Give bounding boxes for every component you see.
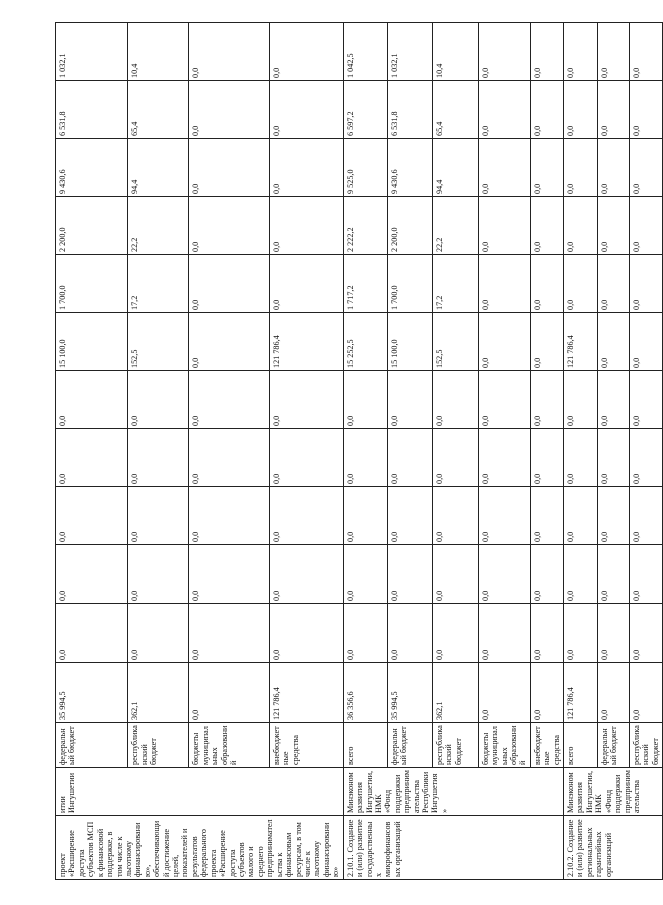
value-cell: 0,0 xyxy=(530,23,563,81)
value-cell: 0,0 xyxy=(478,429,530,487)
value-cell: 0,0 xyxy=(530,429,563,487)
value-cell: 0,0 xyxy=(598,23,630,81)
value-cell: 0,0 xyxy=(478,255,530,313)
value-cell: 0,0 xyxy=(530,313,563,371)
value-cell: 0,0 xyxy=(189,663,270,723)
value-cell: 2 200,0 xyxy=(387,197,432,255)
value-cell: 10,4 xyxy=(432,23,478,81)
value-cell: 0,0 xyxy=(269,197,343,255)
funding-source-cell: федеральный бюджет xyxy=(598,723,630,768)
value-cell: 0,0 xyxy=(630,487,663,545)
value-cell: 15 252,5 xyxy=(343,313,387,371)
funding-source-cell: республиканский бюджет xyxy=(128,723,189,768)
value-cell: 0,0 xyxy=(598,371,630,429)
value-cell: 0,0 xyxy=(432,429,478,487)
value-cell: 0,0 xyxy=(343,545,387,604)
value-cell: 17,2 xyxy=(128,255,189,313)
value-cell: 0,0 xyxy=(56,604,128,663)
table-row xyxy=(269,23,343,880)
value-cell: 0,0 xyxy=(630,81,663,139)
value-cell: 0,0 xyxy=(387,371,432,429)
value-cell: 35 994,5 xyxy=(387,663,432,723)
value-cell: 9 525,0 xyxy=(343,139,387,197)
value-cell: 0,0 xyxy=(630,23,663,81)
value-cell: 0,0 xyxy=(432,371,478,429)
value-cell: 0,0 xyxy=(128,429,189,487)
value-cell: 0,0 xyxy=(564,255,598,313)
value-cell: 152,5 xyxy=(128,313,189,371)
funding-source-cell: внебюджетные средства xyxy=(269,723,343,768)
value-cell: 362,1 xyxy=(128,663,189,723)
value-cell: 0,0 xyxy=(387,487,432,545)
table-row xyxy=(564,23,598,880)
value-cell: 0,0 xyxy=(189,371,270,429)
value-cell: 36 356,6 xyxy=(343,663,387,723)
value-cell: 0,0 xyxy=(530,371,563,429)
table-row xyxy=(598,23,630,880)
value-cell: 22,2 xyxy=(128,197,189,255)
value-cell: 0,0 xyxy=(269,23,343,81)
value-cell: 0,0 xyxy=(478,545,530,604)
value-cell: 35 994,5 xyxy=(56,663,128,723)
value-cell: 0,0 xyxy=(387,545,432,604)
value-cell: 0,0 xyxy=(269,487,343,545)
value-cell: 0,0 xyxy=(478,663,530,723)
value-cell: 0,0 xyxy=(189,313,270,371)
value-cell: 0,0 xyxy=(530,604,563,663)
rotated-table-wrapper xyxy=(55,25,660,880)
value-cell: 0,0 xyxy=(269,139,343,197)
program-cell: 2.10.2. Создание и (или) развитие региональных гарантийных организаций xyxy=(564,816,663,880)
table-row xyxy=(128,23,189,880)
funding-source-cell: республиканский бюджет xyxy=(630,723,663,768)
value-cell: 0,0 xyxy=(189,197,270,255)
value-cell: 1 700,0 xyxy=(56,255,128,313)
value-cell: 0,0 xyxy=(432,604,478,663)
value-cell: 0,0 xyxy=(189,255,270,313)
program-cell: 2.10.1. Создание и (или) развитие государственных микрофинансовых организаций xyxy=(343,816,563,880)
funding-source-cell: федеральный бюджет xyxy=(387,723,432,768)
value-cell: 9 430,6 xyxy=(387,139,432,197)
value-cell: 0,0 xyxy=(630,663,663,723)
value-cell: 0,0 xyxy=(343,487,387,545)
value-cell: 9 430,6 xyxy=(56,139,128,197)
value-cell: 94,4 xyxy=(128,139,189,197)
value-cell: 0,0 xyxy=(530,545,563,604)
executor-cell: Минэкономразвития Ингушетии, НМК «Фонд поддержки предпринимательства xyxy=(564,768,663,816)
value-cell: 0,0 xyxy=(478,197,530,255)
value-cell: 0,0 xyxy=(598,139,630,197)
value-cell: 0,0 xyxy=(630,604,663,663)
value-cell: 0,0 xyxy=(128,604,189,663)
table-row xyxy=(478,23,530,880)
funding-source-cell: федеральный бюджет xyxy=(56,723,128,768)
value-cell: 0,0 xyxy=(128,487,189,545)
value-cell: 65,4 xyxy=(432,81,478,139)
value-cell: 0,0 xyxy=(564,197,598,255)
value-cell: 0,0 xyxy=(269,429,343,487)
value-cell: 65,4 xyxy=(128,81,189,139)
value-cell: 0,0 xyxy=(343,429,387,487)
funding-source-cell: всего xyxy=(564,723,598,768)
value-cell: 0,0 xyxy=(189,545,270,604)
value-cell: 0,0 xyxy=(189,139,270,197)
value-cell: 0,0 xyxy=(387,604,432,663)
value-cell: 0,0 xyxy=(630,197,663,255)
value-cell: 0,0 xyxy=(56,371,128,429)
value-cell: 0,0 xyxy=(630,255,663,313)
value-cell: 1 717,2 xyxy=(343,255,387,313)
value-cell: 2 200,0 xyxy=(56,197,128,255)
value-cell: 0,0 xyxy=(269,604,343,663)
value-cell: 121 786,4 xyxy=(564,663,598,723)
value-cell: 0,0 xyxy=(128,545,189,604)
value-cell: 0,0 xyxy=(598,313,630,371)
value-cell: 0,0 xyxy=(598,604,630,663)
value-cell: 0,0 xyxy=(478,23,530,81)
funding-source-cell: республиканский бюджет xyxy=(432,723,478,768)
value-cell: 0,0 xyxy=(598,429,630,487)
value-cell: 0,0 xyxy=(630,429,663,487)
value-cell: 0,0 xyxy=(530,139,563,197)
value-cell: 0,0 xyxy=(478,81,530,139)
table-row xyxy=(387,23,432,880)
funding-source-cell: бюджеты муниципальных образований xyxy=(189,723,270,768)
value-cell: 0,0 xyxy=(530,487,563,545)
value-cell: 0,0 xyxy=(630,545,663,604)
value-cell: 0,0 xyxy=(56,487,128,545)
funding-source-cell: бюджеты муниципальных образований xyxy=(478,723,530,768)
value-cell: 0,0 xyxy=(128,371,189,429)
value-cell: 0,0 xyxy=(269,81,343,139)
value-cell: 0,0 xyxy=(269,545,343,604)
budget-table xyxy=(55,22,663,880)
value-cell: 0,0 xyxy=(598,487,630,545)
value-cell: 0,0 xyxy=(189,429,270,487)
value-cell: 6 531,8 xyxy=(56,81,128,139)
value-cell: 0,0 xyxy=(598,197,630,255)
value-cell: 0,0 xyxy=(478,487,530,545)
value-cell: 0,0 xyxy=(269,255,343,313)
table-row xyxy=(432,23,478,880)
table-body xyxy=(56,23,663,880)
value-cell: 121 786,4 xyxy=(564,313,598,371)
value-cell: 0,0 xyxy=(564,371,598,429)
value-cell: 15 100,0 xyxy=(387,313,432,371)
value-cell: 0,0 xyxy=(530,255,563,313)
value-cell: 1 032,1 xyxy=(56,23,128,81)
value-cell: 0,0 xyxy=(432,545,478,604)
value-cell: 0,0 xyxy=(564,604,598,663)
value-cell: 0,0 xyxy=(478,313,530,371)
executor-cell: Минэкономразвития Ингушетии, НМК «Фонд поддержки предпринимательства Республики Ингушетия» xyxy=(343,768,563,816)
value-cell: 6 597,2 xyxy=(343,81,387,139)
funding-source-cell: всего xyxy=(343,723,387,768)
value-cell: 6 531,8 xyxy=(387,81,432,139)
program-cell: проект «Расширение доступа субъектов МСП к финансовой поддержке, в том числе к льготному финансированию», обеспечивающий достижение целей, показателей и результатов федерального проекта «Расширение доступа субъектов малого и среднего предпринимательства к финансовым ресурсам, в том числе к льготному финансированию» xyxy=(56,816,344,880)
value-cell: 0,0 xyxy=(598,81,630,139)
table-row xyxy=(343,23,387,880)
value-cell: 1 700,0 xyxy=(387,255,432,313)
value-cell: 17,2 xyxy=(432,255,478,313)
value-cell: 0,0 xyxy=(478,371,530,429)
value-cell: 0,0 xyxy=(189,23,270,81)
value-cell: 0,0 xyxy=(56,545,128,604)
value-cell: 0,0 xyxy=(630,313,663,371)
table-row xyxy=(189,23,270,880)
value-cell: 0,0 xyxy=(343,604,387,663)
value-cell: 0,0 xyxy=(56,429,128,487)
value-cell: 0,0 xyxy=(564,81,598,139)
value-cell: 0,0 xyxy=(598,545,630,604)
value-cell: 0,0 xyxy=(564,23,598,81)
value-cell: 0,0 xyxy=(564,487,598,545)
table-row xyxy=(630,23,663,880)
value-cell: 0,0 xyxy=(530,81,563,139)
value-cell: 0,0 xyxy=(478,604,530,663)
value-cell: 0,0 xyxy=(530,663,563,723)
value-cell: 1 042,5 xyxy=(343,23,387,81)
value-cell: 0,0 xyxy=(269,371,343,429)
value-cell: 1 032,1 xyxy=(387,23,432,81)
value-cell: 152,5 xyxy=(432,313,478,371)
value-cell: 0,0 xyxy=(630,139,663,197)
value-cell: 94,4 xyxy=(432,139,478,197)
value-cell: 0,0 xyxy=(564,429,598,487)
value-cell: 0,0 xyxy=(530,197,563,255)
value-cell: 0,0 xyxy=(189,81,270,139)
table-row xyxy=(530,23,563,880)
executor-cell: итии Ингушетии xyxy=(56,768,344,816)
value-cell: 121 786,4 xyxy=(269,663,343,723)
value-cell: 0,0 xyxy=(387,429,432,487)
funding-source-cell: внебюджетные средства xyxy=(530,723,563,768)
value-cell: 15 100,0 xyxy=(56,313,128,371)
value-cell: 0,0 xyxy=(630,371,663,429)
value-cell: 0,0 xyxy=(343,371,387,429)
value-cell: 0,0 xyxy=(432,487,478,545)
value-cell: 0,0 xyxy=(564,545,598,604)
value-cell: 0,0 xyxy=(598,255,630,313)
value-cell: 121 786,4 xyxy=(269,313,343,371)
value-cell: 0,0 xyxy=(598,663,630,723)
value-cell: 0,0 xyxy=(564,139,598,197)
value-cell: 0,0 xyxy=(189,487,270,545)
value-cell: 22,2 xyxy=(432,197,478,255)
table-row xyxy=(56,23,128,880)
value-cell: 0,0 xyxy=(189,604,270,663)
value-cell: 10,4 xyxy=(128,23,189,81)
value-cell: 362,1 xyxy=(432,663,478,723)
value-cell: 2 222,2 xyxy=(343,197,387,255)
value-cell: 0,0 xyxy=(478,139,530,197)
